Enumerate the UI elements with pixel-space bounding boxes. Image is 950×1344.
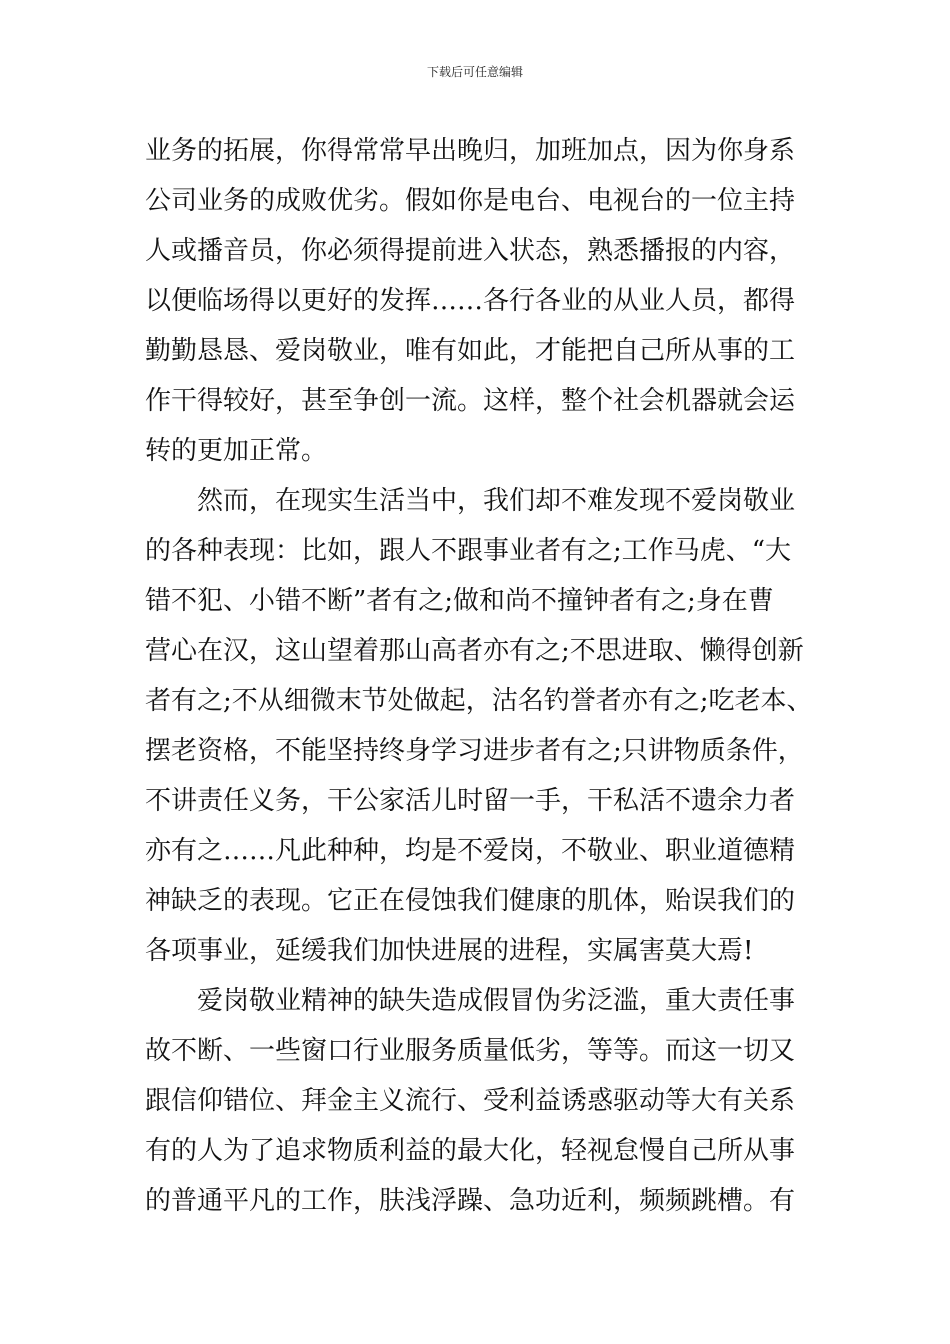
- text-line: 以便临场得以更好的发挥……各行各业的从业人员，都得: [145, 286, 796, 316]
- text-line: 勤勤恳恳、爱岗敬业，唯有如此，才能把自己所从事的工: [145, 336, 796, 366]
- text-line: 错不犯、小错不断”者有之;做和尚不撞钟者有之;身在曹: [145, 586, 774, 616]
- text-line: 的各种表现：比如，跟人不跟事业者有之;工作马虎、“大: [145, 536, 792, 566]
- text-line: 各项事业，延缓我们加快进展的进程，实属害莫大焉!: [145, 936, 754, 966]
- page-header: 下载后可任意编辑: [426, 65, 523, 79]
- text-line: 公司业务的成败优劣。假如你是电台、电视台的一位主持: [145, 186, 796, 216]
- text-line: 营心在汉，这山望着那山高者亦有之;不思进取、懒得创新: [145, 636, 804, 666]
- text-line: 者有之;不从细微末节处做起，沽名钓誉者亦有之;吃老本、: [145, 686, 813, 716]
- text-line: 神缺乏的表现。它正在侵蚀我们健康的肌体，贻误我们的: [145, 886, 796, 916]
- text-line: 有的人为了追求物质利益的最大化，轻视怠慢自己所从事: [145, 1136, 796, 1166]
- text-line: 跟信仰错位、拜金主义流行、受利益诱惑驱动等大有关系: [145, 1086, 796, 1116]
- text-line: 转的更加正常。: [145, 436, 328, 466]
- text-line: 不讲责任义务，干公家活儿时留一手，干私活不遗余力者: [145, 786, 796, 816]
- text-line: 的普通平凡的工作，肤浅浮躁、急功近利，频频跳槽。有: [145, 1186, 796, 1216]
- text-line: 故不断、一些窗口行业服务质量低劣，等等。而这一切又: [145, 1036, 796, 1066]
- text-line: 作干得较好，甚至争创一流。这样，整个社会机器就会运: [145, 386, 796, 416]
- text-line: 亦有之……凡此种种，均是不爱岗，不敬业、职业道德精: [145, 836, 796, 866]
- paragraph-first-line: 然而，在现实生活当中，我们却不难发现不爱岗敬业: [197, 486, 796, 516]
- text-line: 人或播音员，你必须得提前进入状态，熟悉播报的内容，: [145, 236, 796, 266]
- text-line: 业务的拓展，你得常常早出晚归，加班加点，因为你身系: [145, 136, 796, 166]
- text-line: 摆老资格，不能坚持终身学习进步者有之;只讲物质条件，: [145, 736, 804, 766]
- paragraph-first-line: 爱岗敬业精神的缺失造成假冒伪劣泛滥，重大责任事: [197, 986, 796, 1016]
